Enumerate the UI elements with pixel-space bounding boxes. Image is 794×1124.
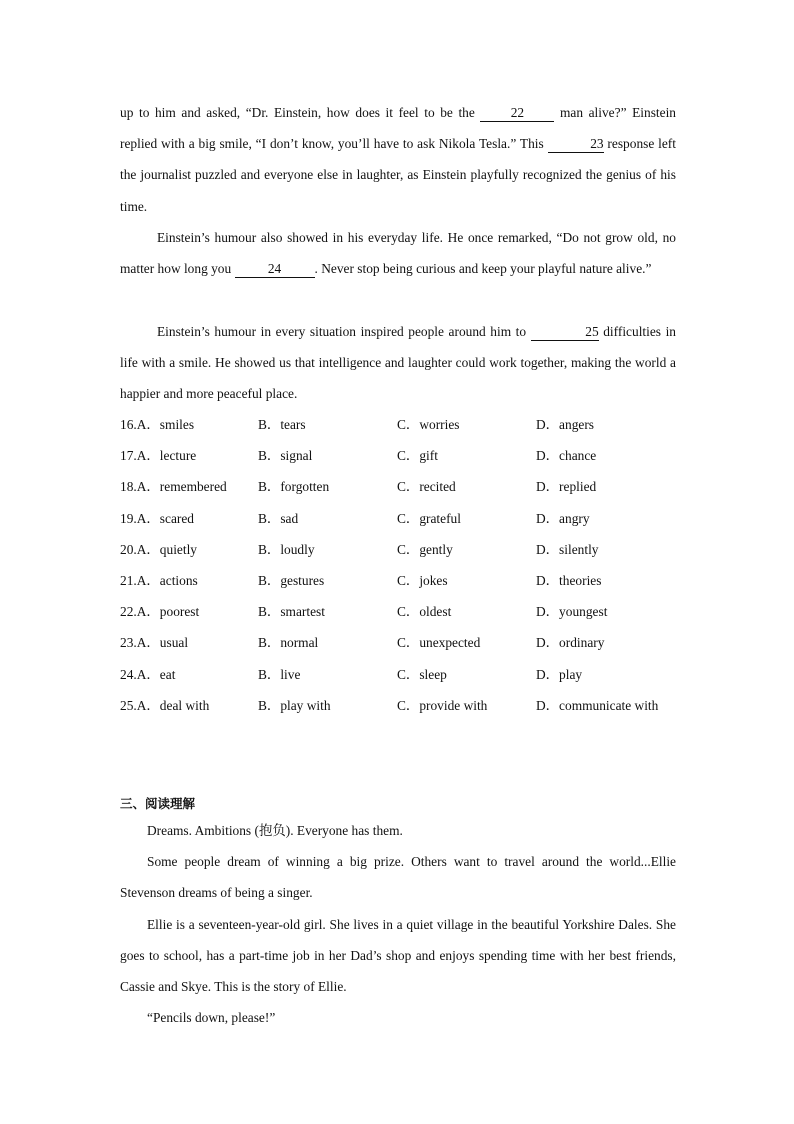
blank-23: 23: [548, 136, 604, 153]
option-b: B．sad: [258, 510, 299, 526]
option-d: D．replied: [536, 479, 597, 495]
option-b: B．play with: [258, 697, 331, 713]
section-heading: 三、阅读理解: [120, 796, 196, 811]
option-c: C．gently: [397, 541, 453, 557]
question-row: [120, 409, 700, 440]
option-d: D．communicate with: [536, 697, 659, 713]
option-a: 23.A．usual: [120, 635, 189, 651]
paragraph-text: . Never stop being curious and keep your playful nature alive.”: [314, 261, 652, 277]
question-row: [120, 503, 700, 534]
option-b: B．loudly: [258, 541, 315, 557]
option-a: 25.A．deal with: [120, 697, 210, 713]
option-c: C．unexpected: [397, 635, 481, 651]
question-row: [120, 627, 700, 658]
option-b: B．live: [258, 666, 301, 682]
question-row: [120, 596, 700, 627]
cloze-paragraph-2: [120, 222, 676, 284]
option-b: B．forgotten: [258, 479, 330, 495]
option-d: D．youngest: [536, 604, 608, 620]
reading-paragraph: Ellie is a seventeen-year-old girl. She lives in a quiet village in the beautiful Yorkshire Dales. She goes to school, has a part-time job in her Dad’s shop and enjoys spending time with her best friends, Cassie and Skye. This is the story of Ellie.: [120, 916, 676, 995]
blank-22: 22: [480, 105, 554, 122]
option-d: D．theories: [536, 572, 602, 588]
paragraph-text: up to him and asked, “Dr. Einstein, how does it feel to be the: [120, 105, 481, 120]
option-d: D．angers: [536, 417, 595, 432]
blank-24: 24: [235, 261, 315, 278]
option-a: 22.A．poorest: [120, 604, 200, 620]
option-c: C．gift: [397, 448, 438, 464]
paragraph-text: difficulties in life with a smile. He showed us that intelligence and laughter could work together, making the world a happier and more peaceful place.: [120, 324, 676, 402]
option-b: B．normal: [258, 635, 319, 651]
option-a: 21.A．actions: [120, 572, 198, 588]
paragraph-text: Einstein’s humour also showed in his everyday life. He once remarked, “Do not grow old, no matter how long you: [120, 230, 676, 277]
option-d: D．angry: [536, 510, 590, 526]
option-a: 18.A．remembered: [120, 479, 227, 495]
option-a: 16.A．smiles: [120, 417, 195, 432]
reading-paragraph: Dreams. Ambitions (抱负). Everyone has them.: [147, 823, 403, 838]
option-c: C．jokes: [397, 572, 448, 588]
option-c: C．provide with: [397, 697, 488, 713]
option-b: B．tears: [258, 417, 306, 432]
option-a: 19.A．scared: [120, 510, 195, 526]
option-d: D．chance: [536, 448, 597, 464]
question-row: [120, 471, 700, 502]
question-row: [120, 440, 700, 471]
question-row: [120, 659, 700, 690]
option-a: 24.A．eat: [120, 666, 176, 682]
option-b: B．gestures: [258, 572, 325, 588]
question-row: [120, 534, 700, 565]
cloze-paragraph-1: [120, 97, 676, 222]
reading-paragraph: “Pencils down, please!”: [147, 1010, 276, 1026]
option-c: C．recited: [397, 479, 456, 495]
reading-paragraph: Some people dream of winning a big prize. Others want to travel around the world...Ellie Stevenson dreams of being a singer.: [120, 854, 676, 901]
option-d: D．play: [536, 666, 583, 682]
paragraph-text: response left the journalist puzzled and everyone else in laughter, as Einstein playfully recognized the genius of his time.: [120, 136, 676, 214]
blank-25: 25: [531, 324, 599, 341]
option-b: B．signal: [258, 448, 313, 464]
option-b: B．smartest: [258, 604, 325, 620]
question-row: [120, 565, 700, 596]
option-a: 17.A．lecture: [120, 448, 197, 464]
question-options: [120, 409, 700, 721]
option-c: C．oldest: [397, 604, 452, 620]
reading-passage: [120, 815, 676, 1033]
option-d: D．silently: [536, 541, 599, 557]
cloze-paragraph-3: [120, 316, 676, 410]
option-a: 20.A．quietly: [120, 541, 198, 557]
option-c: C．worries: [397, 417, 460, 432]
option-d: D．ordinary: [536, 635, 605, 651]
option-c: C．sleep: [397, 666, 447, 682]
question-row: [120, 690, 700, 721]
paragraph-text: man alive?” Einstein replied with a big smile, “I don’t know, you’ll have to ask Nikola Tesla.” This: [120, 105, 676, 152]
paragraph-text: Einstein’s humour in every situation inspired people around him to: [157, 324, 531, 339]
option-c: C．grateful: [397, 510, 461, 526]
